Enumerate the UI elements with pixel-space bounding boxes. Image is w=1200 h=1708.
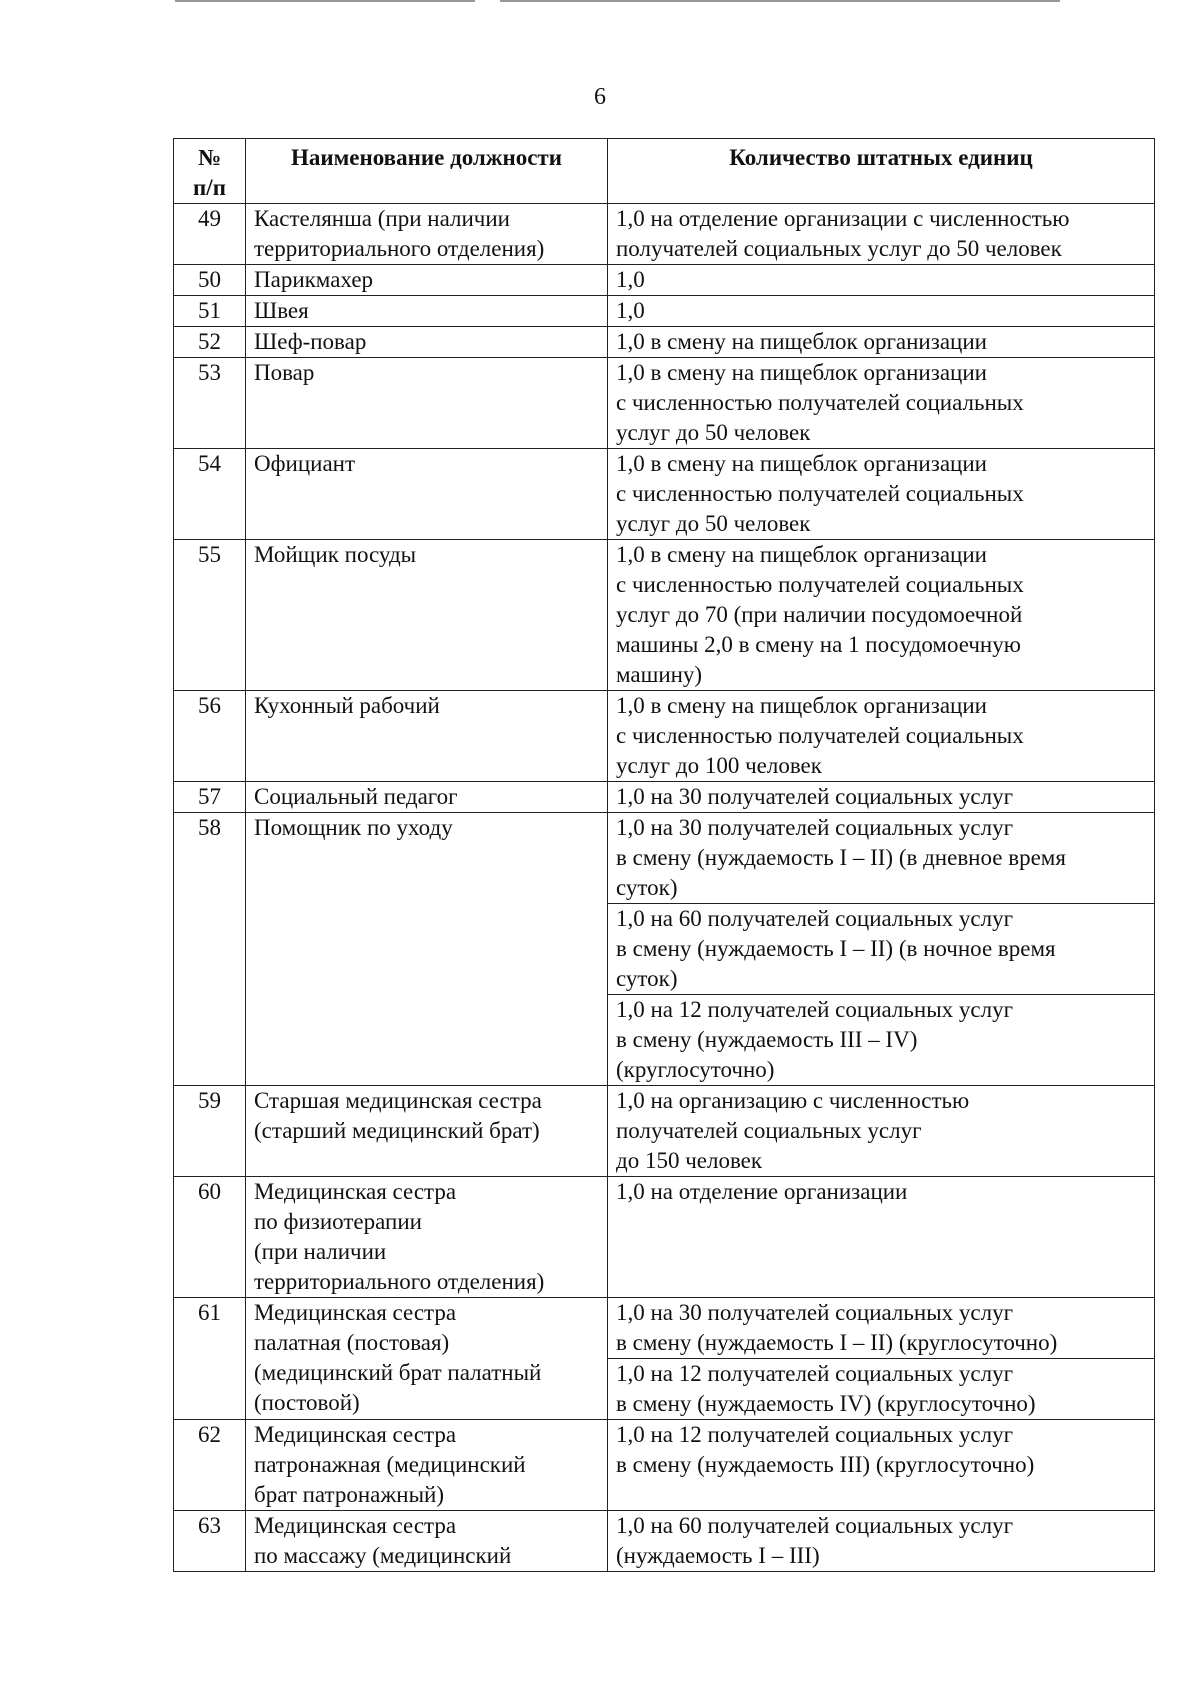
staff-count-line: получателей социальных услуг до 50 человек — [616, 236, 1062, 261]
staff-count-line: 1,0 в смену на пищеблок организации — [616, 693, 987, 718]
row-number: 50 — [174, 265, 246, 296]
staff-count-line: с численностью получателей социальных — [616, 390, 1024, 415]
position-title-line: Официант — [254, 451, 356, 476]
staff-count-line: суток) — [616, 875, 678, 900]
staff-count-line: с численностью получателей социальных — [616, 481, 1024, 506]
position-title-line: Кастелянша (при наличии — [254, 206, 510, 231]
position-title-line: Кухонный рабочий — [254, 693, 440, 718]
staff-count-line: до 150 человек — [616, 1148, 763, 1173]
position-title-line: палатная (постовая) — [254, 1330, 450, 1355]
position-title — [246, 1298, 608, 1420]
staff-count-line: 1,0 — [616, 298, 645, 323]
position-title — [246, 449, 608, 540]
position-title — [246, 1086, 608, 1177]
position-title-line: (при наличии — [254, 1239, 387, 1264]
position-title — [246, 813, 608, 1086]
position-title — [246, 358, 608, 449]
scan-edge-line — [500, 0, 1060, 2]
position-title-line: территориального отделения) — [254, 1269, 545, 1294]
scan-edge-line — [175, 0, 475, 2]
row-number: 59 — [174, 1086, 246, 1177]
staff-count — [608, 265, 1155, 296]
staff-count-line: 1,0 на 60 получателей социальных услуг — [616, 1513, 1014, 1538]
table-row — [174, 449, 1155, 540]
staff-count-line: 1,0 на 30 получателей социальных услуг — [616, 784, 1014, 809]
staff-count-line: в смену (нуждаемость III) (круглосуточно) — [616, 1452, 1035, 1477]
position-title — [246, 1420, 608, 1511]
table-row — [174, 1511, 1155, 1572]
row-number: 53 — [174, 358, 246, 449]
position-title-line: Старшая медицинская сестра — [254, 1088, 542, 1113]
staff-count-line: в смену (нуждаемость I – II) (круглосуточно) — [616, 1330, 1058, 1355]
position-title-line: Повар — [254, 360, 315, 385]
header-count: Количество штатных единиц — [608, 139, 1155, 204]
staff-count-line: услуг до 50 человек — [616, 420, 811, 445]
staff-count — [608, 691, 1155, 782]
staff-count — [608, 813, 1155, 904]
staff-count-line: в смену (нуждаемость I – II) (в ночное время — [616, 936, 1056, 961]
staff-count — [608, 995, 1155, 1086]
row-number: 62 — [174, 1420, 246, 1511]
staff-count-line: 1,0 на 60 получателей социальных услуг — [616, 906, 1014, 931]
staff-table — [173, 138, 1155, 1572]
staff-count-line: 1,0 на организацию с численностью — [616, 1088, 970, 1113]
staff-count — [608, 1298, 1155, 1359]
position-title — [246, 691, 608, 782]
staff-count-line: 1,0 на 12 получателей социальных услуг — [616, 997, 1014, 1022]
staff-count-line: с численностью получателей социальных — [616, 572, 1024, 597]
staff-count-line: машины 2,0 в смену на 1 посудомоечную — [616, 632, 1021, 657]
staff-count-line: 1,0 в смену на пищеблок организации — [616, 329, 987, 354]
staff-count-line: 1,0 на 12 получателей социальных услуг — [616, 1361, 1014, 1386]
table-row — [174, 1177, 1155, 1298]
staff-count-line: 1,0 в смену на пищеблок организации — [616, 451, 987, 476]
staff-count — [608, 358, 1155, 449]
staff-count-line: в смену (нуждаемость IV) (круглосуточно) — [616, 1391, 1036, 1416]
header-title: Наименование должности — [246, 139, 608, 204]
position-title — [246, 296, 608, 327]
position-title-line: Медицинская сестра — [254, 1513, 457, 1538]
position-title-line: по массажу (медицинский — [254, 1543, 512, 1568]
table-row — [174, 782, 1155, 813]
position-title-line: Мойщик посуды — [254, 542, 417, 567]
table-row — [174, 1420, 1155, 1511]
staff-count-line: услуг до 50 человек — [616, 511, 811, 536]
position-title — [246, 782, 608, 813]
staff-count-line: услуг до 100 человек — [616, 753, 822, 778]
position-title-line: брат патронажный) — [254, 1482, 445, 1507]
position-title-line: Медицинская сестра — [254, 1300, 457, 1325]
header-num-line: № — [197, 145, 222, 170]
table-row — [174, 1086, 1155, 1177]
staff-count — [608, 204, 1155, 265]
position-title-line: Социальный педагог — [254, 784, 458, 809]
staff-count-line: получателей социальных услуг — [616, 1118, 922, 1143]
row-number: 55 — [174, 540, 246, 691]
table-row — [174, 358, 1155, 449]
staff-count — [608, 1177, 1155, 1298]
staff-count-line: 1,0 на 30 получателей социальных услуг — [616, 1300, 1014, 1325]
row-number: 61 — [174, 1298, 246, 1420]
table-row — [174, 691, 1155, 782]
staff-count — [608, 782, 1155, 813]
staff-count-line: с численностью получателей социальных — [616, 723, 1024, 748]
table-row — [174, 296, 1155, 327]
position-title — [246, 1511, 608, 1572]
position-title — [246, 1177, 608, 1298]
staff-count — [608, 449, 1155, 540]
row-number: 49 — [174, 204, 246, 265]
position-title-line: по физиотерапии — [254, 1209, 422, 1234]
position-title-line: (старший медицинский брат) — [254, 1118, 540, 1143]
staff-count-line: (нуждаемость I – III) — [616, 1543, 820, 1568]
position-title-line: (медицинский брат палатный — [254, 1360, 542, 1385]
staff-count-line: 1,0 в смену на пищеблок организации — [616, 360, 987, 385]
table-body — [174, 204, 1155, 1572]
position-title — [246, 327, 608, 358]
position-title-line: Шеф-повар — [254, 329, 367, 354]
row-number: 57 — [174, 782, 246, 813]
staff-count — [608, 296, 1155, 327]
staff-count-line: 1,0 на 30 получателей социальных услуг — [616, 815, 1014, 840]
staff-count-line: услуг до 70 (при наличии посудомоечной — [616, 602, 1023, 627]
staff-count — [608, 1511, 1155, 1572]
position-title-line: территориального отделения) — [254, 236, 545, 261]
header-num-line: п/п — [193, 175, 226, 200]
staff-count — [608, 1359, 1155, 1420]
position-title — [246, 540, 608, 691]
row-number: 63 — [174, 1511, 246, 1572]
row-number: 60 — [174, 1177, 246, 1298]
staff-count-line: 1,0 на 12 получателей социальных услуг — [616, 1422, 1014, 1447]
row-number: 52 — [174, 327, 246, 358]
staff-count — [608, 1086, 1155, 1177]
staff-count — [608, 904, 1155, 995]
staff-count-line: суток) — [616, 966, 678, 991]
position-title — [246, 204, 608, 265]
staff-count-line: 1,0 — [616, 267, 645, 292]
position-title-line: Медицинская сестра — [254, 1179, 457, 1204]
page-number: 6 — [594, 84, 606, 110]
staff-count — [608, 540, 1155, 691]
position-title-line: Медицинская сестра — [254, 1422, 457, 1447]
staff-count-line: (круглосуточно) — [616, 1057, 775, 1082]
row-number: 58 — [174, 813, 246, 1086]
position-title-line: Помощник по уходу — [254, 815, 453, 840]
table-row — [174, 204, 1155, 265]
staff-count-line: в смену (нуждаемость I – II) (в дневное время — [616, 845, 1066, 870]
staff-count — [608, 1420, 1155, 1511]
table-row — [174, 265, 1155, 296]
table-row — [174, 540, 1155, 691]
staff-count-line: 1,0 в смену на пищеблок организации — [616, 542, 987, 567]
header-num — [174, 139, 246, 204]
staff-count-line: в смену (нуждаемость III – IV) — [616, 1027, 918, 1052]
staff-count — [608, 327, 1155, 358]
table-row — [174, 327, 1155, 358]
staff-count-line: 1,0 на отделение организации с численностью — [616, 206, 1070, 231]
row-number: 56 — [174, 691, 246, 782]
staff-count-line: 1,0 на отделение организации — [616, 1179, 908, 1204]
position-title-line: Парикмахер — [254, 267, 374, 292]
table-row — [174, 1298, 1155, 1359]
row-number: 54 — [174, 449, 246, 540]
row-number: 51 — [174, 296, 246, 327]
table-row — [174, 813, 1155, 904]
staff-count-line: машину) — [616, 662, 703, 687]
position-title — [246, 265, 608, 296]
position-title-line: патронажная (медицинский — [254, 1452, 526, 1477]
position-title-line: Швея — [254, 298, 309, 323]
table-header-row — [174, 139, 1155, 204]
position-title-line: (постовой) — [254, 1390, 360, 1415]
